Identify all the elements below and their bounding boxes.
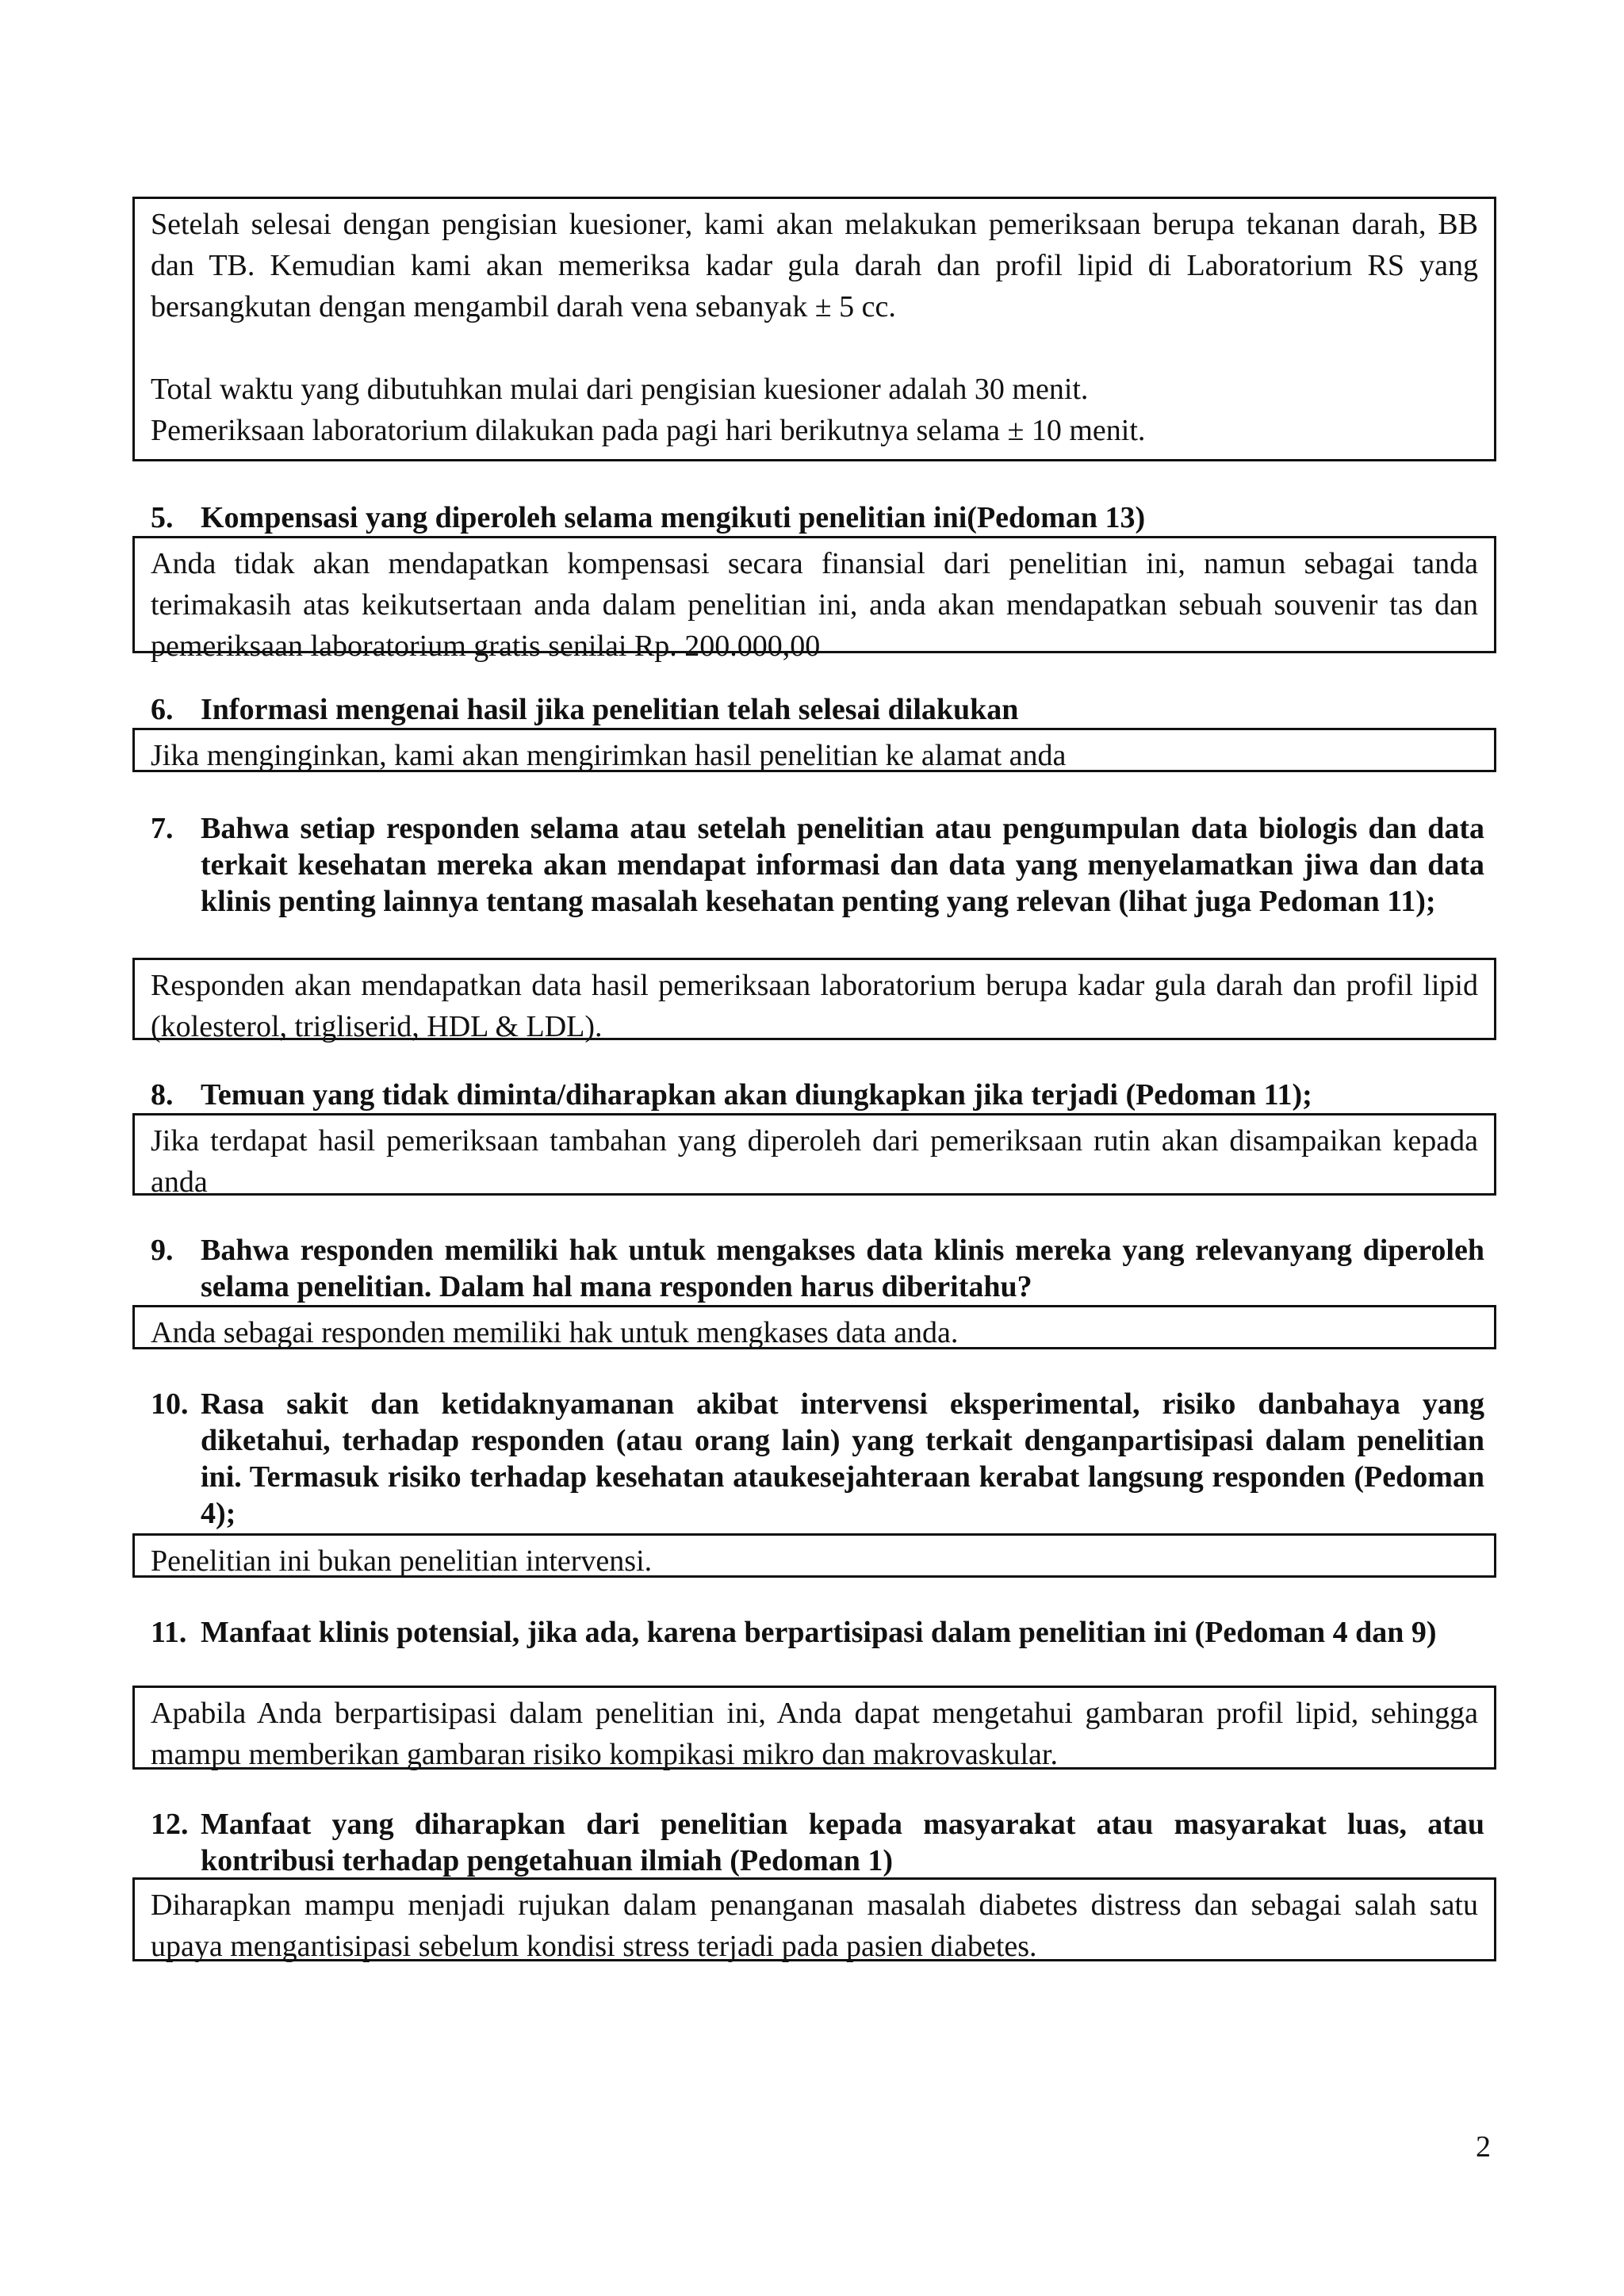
section-number: 5. [151,501,174,534]
section-8-question [151,1077,1484,1113]
section-7-answer-box [132,958,1496,1043]
answer-text: Jika menginginkan, kami akan mengirimkan hasil penelitian ke alamat anda [151,739,1067,772]
question-text: Manfaat yang diharapkan dari penelitian kepada masyarakat atau masyarakat luas, atau kontribusi terhadap pengetahuan ilmiah (Pedoman 1) [201,1808,1484,1877]
procedure-paragraph: Setelah selesai dengan pengisian kuesioner, kami akan melakukan pemeriksaan berupa tekanan darah, BB dan TB. Kemudian kami akan memeriksa kadar gula darah dan profil lipid di Laboratorium RS yang bersangkutan dengan mengambil darah vena sebanyak ± 5 cc. [151,208,1478,323]
answer-text: Diharapkan mampu menjadi rujukan dalam penanganan masalah diabetes distress dan sebagai salah satu upaya mengantisipasi sebelum kondisi stress terjadi pada pasien diabetes. [151,1888,1478,1963]
section-10-answer-box [132,1533,1496,1578]
duration-paragraph [151,369,1478,451]
question-text: Kompensasi yang diperoleh selama mengikuti penelitian ini(Pedoman 13) [201,501,1146,534]
page-number: 2 [1476,2130,1491,2164]
section-9-answer-box [132,1305,1496,1349]
question-text: Bahwa setiap responden selama atau setelah penelitian atau pengumpulan data biologis dan data terkait kesehatan mereka akan mendapat informasi dan data yang menyelamatkan jiwa dan data klinis penting lainnya tentang masalah kesehatan penting yang relevan (lihat juga Pedoman 11); [201,812,1484,918]
section-12-answer-box [132,1877,1496,1961]
section-8-answer-box [132,1113,1496,1199]
section-6-answer-box [132,728,1496,772]
section-10-question [151,1386,1484,1532]
answer-text: Jika terdapat hasil pemeriksaan tambahan yang diperoleh dari pemeriksaan rutin akan disampaikan kepada anda [151,1124,1478,1199]
answer-text: Anda tidak akan mendapatkan kompensasi secara finansial dari penelitian ini, namun sebagai tanda terimakasih atas keikutsertaan anda dalam penelitian ini, anda akan mendapatkan sebuah souvenir tas dan pemeriksaan laboratorium gratis senilai Rp. 200.000,00 [151,547,1478,663]
question-text: Temuan yang tidak diminta/diharapkan akan diungkapkan jika terjadi (Pedoman 11); [201,1078,1312,1112]
procedure-box [132,197,1496,461]
section-number: 11. [151,1616,187,1649]
section-11-answer-box [132,1686,1496,1770]
section-number: 8. [151,1078,174,1112]
section-number: 6. [151,693,174,726]
section-number: 9. [151,1234,174,1267]
question-text: Rasa sakit dan ketidaknyamanan akibat intervensi eksperimental, risiko danbahaya yang diketahui, terhadap responden (atau orang lain) yang terkait denganpartisipasi dalam penelitian ini. Termasuk risiko terhadap kesehatan ataukesejahteraan kerabat langsung responden (Pedoman 4); [201,1387,1484,1530]
section-7-question [151,810,1484,920]
answer-text: Apabila Anda berpartisipasi dalam penelitian ini, Anda dapat mengetahui gambaran profil lipid, sehingga mampu memberikan gambaran risiko kompikasi mikro dan makrovaskular. [151,1697,1478,1771]
answer-text: Anda sebagai responden memiliki hak untuk mengkases data anda. [151,1316,959,1349]
section-number: 7. [151,812,174,845]
duration-line: Total waktu yang dibutuhkan mulai dari pengisian kuesioner adalah 30 menit. [151,373,1089,406]
question-text: Informasi mengenai hasil jika penelitian telah selesai dilakukan [201,693,1019,726]
section-5-question [151,499,1484,536]
answer-text: Penelitian ini bukan penelitian intervensi. [151,1544,653,1578]
question-text: Bahwa responden memiliki hak untuk mengakses data klinis mereka yang relevanyang diperoleh selama penelitian. Dalam hal mana responden harus diberitahu? [201,1234,1484,1303]
section-number: 12. [151,1808,189,1841]
section-number: 10. [151,1387,189,1421]
section-5-answer-box [132,536,1496,663]
section-6-question [151,691,1484,728]
question-text: Manfaat klinis potensial, jika ada, karena berpartisipasi dalam penelitian ini (Pedoman 4 dan 9) [201,1616,1437,1649]
section-12-question [151,1806,1484,1879]
lab-duration-line: Pemeriksaan laboratorium dilakukan pada pagi hari berikutnya selama ± 10 menit. [151,414,1146,447]
section-11-question [151,1614,1484,1651]
section-9-question [151,1232,1484,1305]
answer-text: Responden akan mendapatkan data hasil pemeriksaan laboratorium berupa kadar gula darah dan profil lipid (kolesterol, trigliserid, HDL & LDL). [151,969,1478,1043]
